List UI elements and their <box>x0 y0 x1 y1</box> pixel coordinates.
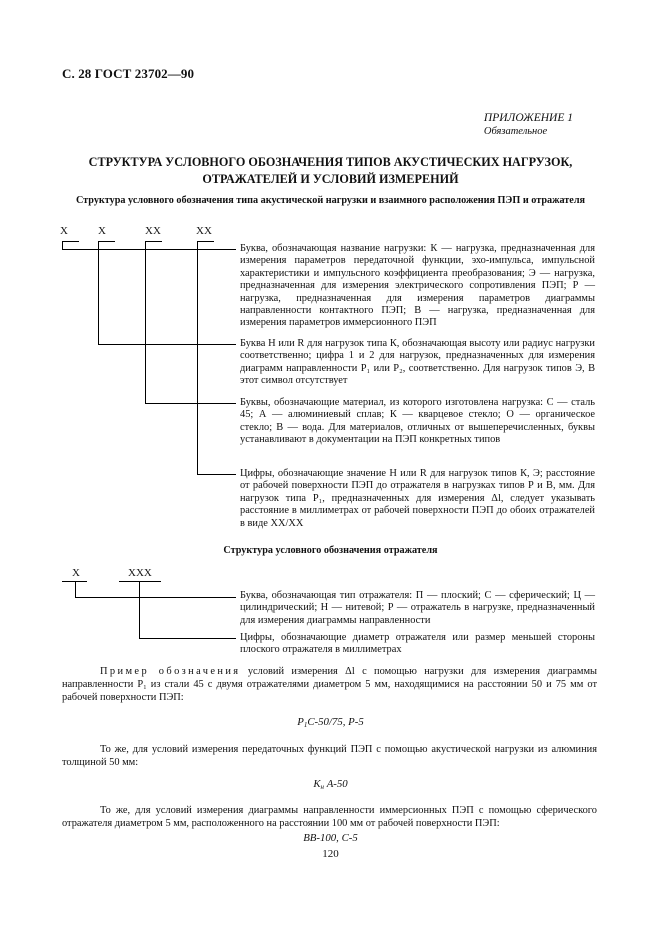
reflector-connector-h1 <box>75 597 236 598</box>
reflector-connector-v1 <box>75 581 76 597</box>
reflector-description-2: Цифры, обозначающие диаметр отражателя или размер меньшей стороны плоского отражателя в миллиметрах <box>240 632 595 656</box>
reflector-symbol-2: XXX <box>128 567 152 579</box>
page-header: С. 28 ГОСТ 23702—90 <box>62 66 195 81</box>
underline-1 <box>62 241 79 242</box>
load-description-2: Буква H или R для нагрузок типа К, обозначающая высоту или радиус нагрузки соответственно; цифра 1 и 2 для нагрузок, предназначенных для измерения диаграмм направленности P₁ или P₂, соответственно. Для нагрузок типов Э, В этот символ отсутствует <box>240 338 595 387</box>
title-line-1: СТРУКТУРА УСЛОВНОГО ОБОЗНАЧЕНИЯ ТИПОВ АКУСТИЧЕСКИХ НАГРУЗОК, <box>88 155 573 169</box>
formula-1-sub: 1 <box>303 721 308 729</box>
load-symbol-2: X <box>98 225 106 237</box>
page-number: 120 <box>322 848 339 860</box>
load-symbol-1: X <box>60 225 68 237</box>
reflector-description-1: Буква, обозначающая тип отражателя: П — плоский; С — сферический; Ц — цилиндрический; Н — нитевой; Р — отражатель в нагрузке, предназначенный для измерения диаграммы направленности <box>240 590 595 626</box>
connector-h2 <box>98 344 236 345</box>
connector-v3 <box>145 241 146 403</box>
load-description-3: Буквы, обозначающие материал, из которого изготовлена нагрузка: С — сталь 45; А — алюминиевый сплав; К — кварцевое стекло; О — органическое стекло; В — вода. Для материалов, отличных от вышеперечисленных, буквы устанавливают в документации на ПЭП конкретных типов <box>240 397 595 446</box>
connector-h3 <box>145 403 236 404</box>
appendix-label <box>484 111 573 139</box>
reflector-connector-v2 <box>139 581 140 638</box>
example-1-formula <box>0 716 661 729</box>
example-2-formula <box>0 778 661 791</box>
reflector-connector-h2 <box>139 638 236 639</box>
underline-4 <box>197 241 214 242</box>
example-3-formula: BB-100, C-5 <box>303 832 358 844</box>
load-description-4: Цифры, обозначающие значение H или R для нагрузок типов К, Э; расстояние от рабочей поверхности ПЭП до отражателя в нагрузках типов Р и В, мм. Для нагрузок типа P₁, предназначенных для измерения Δl, следует указывать расстояние в миллиметрах от рабочей поверхности ПЭП до обоих отражателей в виде XX/XX <box>240 468 595 529</box>
load-description-1: Буква, обозначающая название нагрузки: К — нагрузка, предназначенная для измерения параметров передаточной функции, эхо-импульса, импульсной характеристики и импульсного коэффициента преобразования; Э — нагрузка, предназначенная для измерения электрического сопротивления ПЭП; Р — нагрузка, предназначенная для измерения параметров диаграммы направленности контактного ПЭП; В — нагрузка, предназначенная для измерения параметров иммерсионного ПЭП <box>240 243 595 329</box>
connector-v4 <box>197 241 198 474</box>
formula-1-rest: C-50/75, P-5 <box>307 716 364 728</box>
reflector-section-subtitle: Структура условного обозначения отражателя <box>223 545 438 556</box>
example-1-text: условий измерения Δl с помощью нагрузки для измерения диаграммы направленности P₁ из стали 45 с двумя отражателями диаметром 5 мм, находящимися на расстоянии 50 и 75 мм от рабочей поверхности ПЭП: <box>62 666 598 703</box>
formula-2-rest: A-50 <box>324 778 348 790</box>
formula-2-main: K <box>313 778 321 790</box>
load-symbol-3: XX <box>145 225 161 237</box>
title-line-2: ОТРАЖАТЕЛЕЙ И УСЛОВИЙ ИЗМЕРЕНИЙ <box>202 172 459 186</box>
example-1-paragraph <box>62 665 597 704</box>
formula-2-sub: н <box>320 783 324 791</box>
underline-3 <box>145 241 162 242</box>
connector-h1 <box>62 249 236 250</box>
connector-v2 <box>98 241 99 344</box>
appendix-status: Обязательное <box>483 126 548 137</box>
example-lead: Пример обозначения <box>100 666 241 677</box>
connector-h4 <box>197 474 236 475</box>
load-symbol-4: XX <box>196 225 212 237</box>
underline-2 <box>98 241 115 242</box>
reflector-symbol-1: X <box>72 567 80 579</box>
document-title <box>0 154 661 188</box>
formula-1-main: P <box>297 716 304 728</box>
example-3-paragraph: То же, для условий измерения диаграммы направленности иммерсионных ПЭП с помощью сферического отражателя диаметром 5 мм, расположенного на расстоянии 100 мм от рабочей поверхности ПЭП: <box>62 805 597 829</box>
appendix-number: ПРИЛОЖЕНИЕ 1 <box>483 112 573 124</box>
reflector-underline-2 <box>119 581 161 582</box>
example-2-paragraph: То же, для условий измерения передаточных функций ПЭП с помощью акустической нагрузки из алюминия толщиной 50 мм: <box>62 744 597 768</box>
load-section-subtitle: Структура условного обозначения типа акустической нагрузки и взаимного расположения ПЭП и отражателя <box>75 195 586 206</box>
